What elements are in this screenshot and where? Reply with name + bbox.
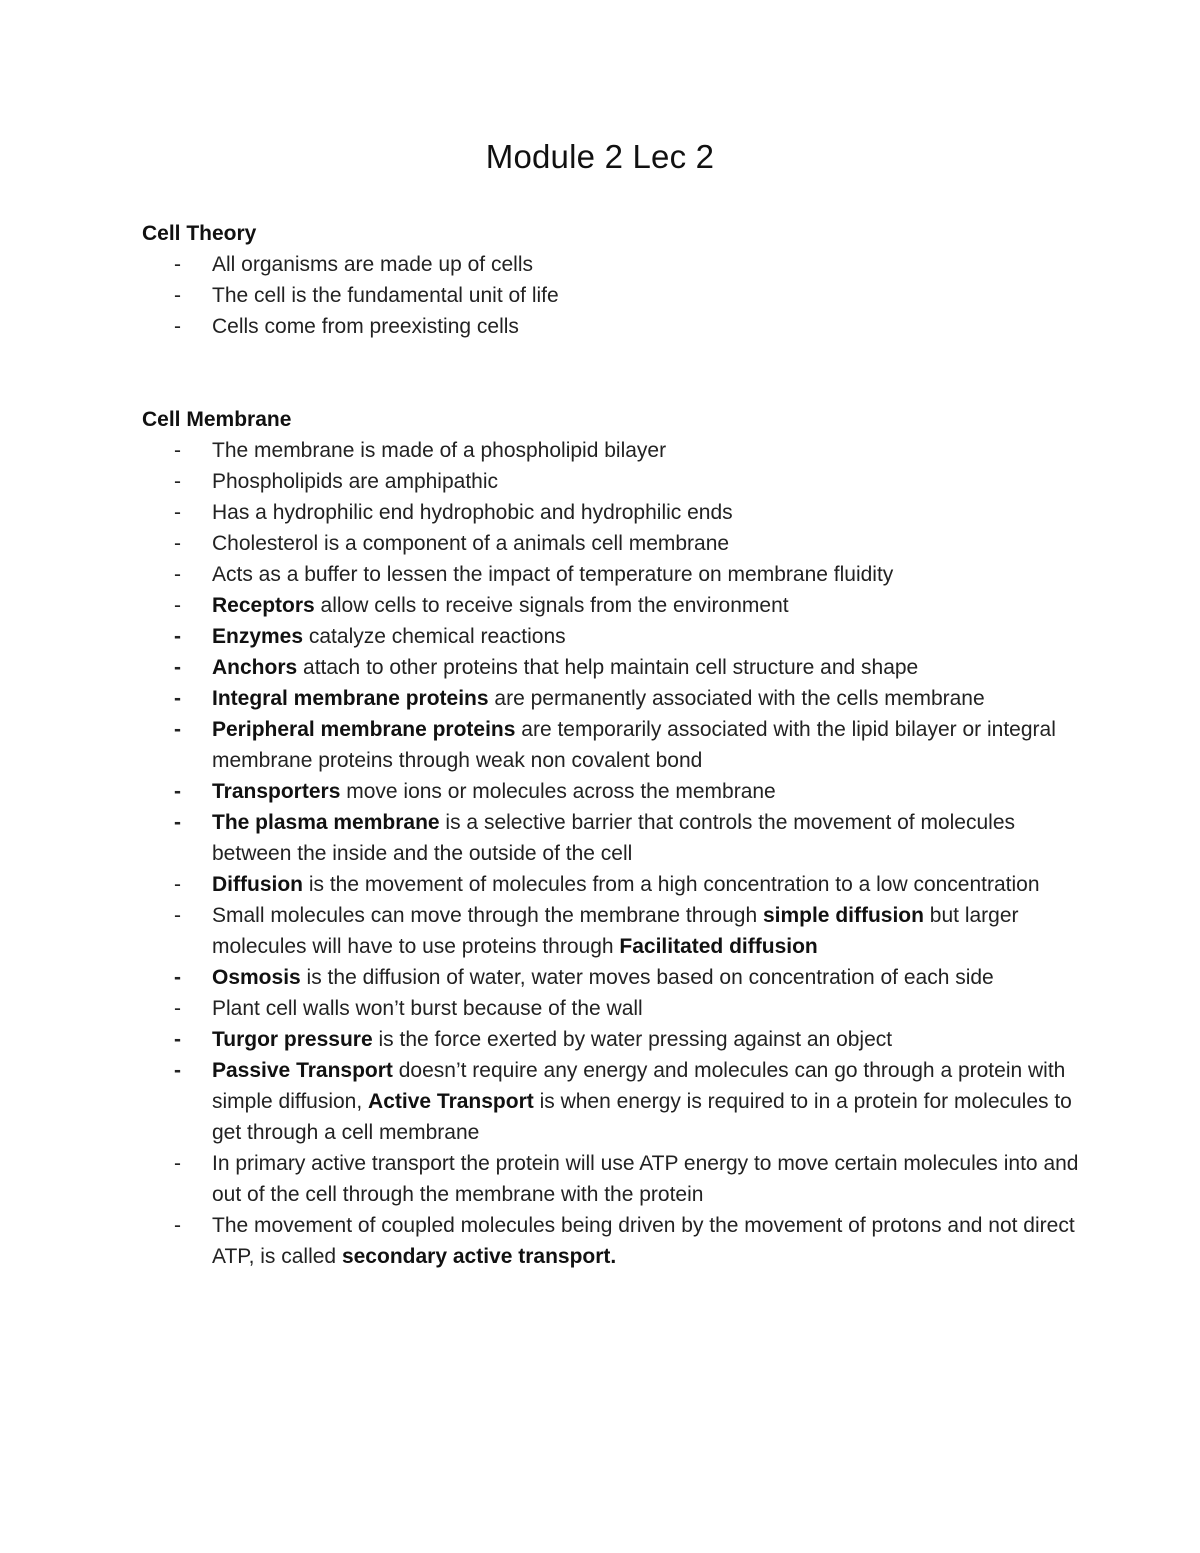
item-text: are temporarily associated with the lipid bilayer or integral membrane proteins through weak non covalent bond xyxy=(212,718,1056,772)
bullet-dash: - xyxy=(174,656,181,679)
item-text: Small molecules can move through the membrane through xyxy=(212,904,763,927)
bold-term: Enzymes xyxy=(212,625,304,648)
list-item xyxy=(142,1210,1082,1272)
item-text: The membrane is made of a phospholipid bilayer xyxy=(212,439,667,462)
item-text: Has a hydrophilic end hydrophobic and hydrophilic ends xyxy=(212,501,733,524)
list-item xyxy=(142,559,1082,590)
bold-term: Peripheral membrane proteins xyxy=(212,718,516,741)
bullet-dash: - xyxy=(174,718,181,741)
item-text: are permanently associated with the cells membrane xyxy=(488,687,985,710)
bullet-dash: - xyxy=(174,1214,181,1237)
bullet-list xyxy=(142,435,1082,1272)
bold-term: Integral membrane proteins xyxy=(212,687,489,710)
list-item xyxy=(142,435,1082,466)
bullet-dash: - xyxy=(174,997,181,1020)
bullet-dash: - xyxy=(174,532,181,555)
item-text: Plant cell walls won’t burst because of the wall xyxy=(212,997,643,1020)
bullet-dash: - xyxy=(174,811,181,834)
item-text: Phospholipids are amphipathic xyxy=(212,470,499,493)
bullet-dash: - xyxy=(174,501,181,524)
item-text: is a selective barrier that controls the movement of molecules between the inside and the outside of the cell xyxy=(212,811,1016,865)
item-text: Cholesterol is a component of a animals cell membrane xyxy=(212,532,730,555)
bullet-dash: - xyxy=(174,315,181,338)
bold-term: Passive Transport xyxy=(212,1059,393,1082)
section-heading: Cell Theory xyxy=(142,222,257,245)
list-item xyxy=(142,280,1082,311)
item-text: move ions or molecules across the membrane xyxy=(340,780,776,803)
item-text: Cells come from preexisting cells xyxy=(212,315,519,338)
bullet-dash: - xyxy=(174,563,181,586)
bullet-dash: - xyxy=(174,904,181,927)
list-item xyxy=(142,1148,1082,1210)
item-text: is the diffusion of water, water moves based on concentration of each side xyxy=(300,966,994,989)
section-cell-membrane xyxy=(142,404,1082,1272)
bold-term: Turgor pressure xyxy=(212,1028,373,1051)
page-title: Module 2 Lec 2 xyxy=(485,138,715,175)
item-text: attach to other proteins that help maintain cell structure and shape xyxy=(297,656,919,679)
list-item xyxy=(142,311,1082,342)
bold-term: Receptors xyxy=(212,594,315,617)
list-item xyxy=(142,714,1082,776)
bullet-dash: - xyxy=(174,284,181,307)
list-item xyxy=(142,652,1082,683)
item-text: is the movement of molecules from a high concentration to a low concentration xyxy=(302,873,1040,896)
list-item xyxy=(142,993,1082,1024)
bold-term: Osmosis xyxy=(212,966,301,989)
bold-term: Anchors xyxy=(212,656,298,679)
bullet-dash: - xyxy=(174,1152,181,1175)
bold-term: The plasma membrane xyxy=(212,811,440,834)
list-item xyxy=(142,528,1082,559)
bold-term: Active Transport xyxy=(368,1090,534,1113)
bold-term: simple diffusion xyxy=(762,904,924,927)
bullet-dash: - xyxy=(174,594,181,617)
bullet-dash: - xyxy=(174,687,181,710)
item-text: doesn’t require any energy and molecules can go through a protein with simple diffusion, xyxy=(212,1059,1066,1113)
section-cell-theory xyxy=(142,218,1082,342)
bold-term: Facilitated diffusion xyxy=(619,935,818,958)
bullet-dash: - xyxy=(174,966,181,989)
list-item xyxy=(142,1024,1082,1055)
item-text: is the force exerted by water pressing against an object xyxy=(372,1028,893,1051)
item-text: catalyze chemical reactions xyxy=(303,625,566,648)
bullet-dash: - xyxy=(174,1059,181,1082)
list-item xyxy=(142,621,1082,652)
item-text: Acts as a buffer to lessen the impact of temperature on membrane fluidity xyxy=(212,563,894,586)
bold-term: Transporters xyxy=(212,780,341,803)
list-item xyxy=(142,249,1082,280)
item-text: All organisms are made up of cells xyxy=(212,253,533,276)
bold-term: Diffusion xyxy=(212,873,303,896)
list-item xyxy=(142,497,1082,528)
list-item xyxy=(142,683,1082,714)
bullet-dash: - xyxy=(174,439,181,462)
section-heading: Cell Membrane xyxy=(142,408,292,431)
list-item xyxy=(142,962,1082,993)
bullet-dash: - xyxy=(174,470,181,493)
list-item xyxy=(142,869,1082,900)
list-item xyxy=(142,1055,1082,1148)
item-text: allow cells to receive signals from the environment xyxy=(314,594,789,617)
bullet-dash: - xyxy=(174,625,181,648)
item-text: is when energy is required to in a protein for molecules to get through a cell membrane xyxy=(212,1090,1072,1144)
item-text: but larger molecules will have to use proteins through xyxy=(212,904,1019,958)
bullet-dash: - xyxy=(174,1028,181,1051)
bullet-dash: - xyxy=(174,873,181,896)
bullet-dash: - xyxy=(174,780,181,803)
list-item xyxy=(142,590,1082,621)
list-item xyxy=(142,776,1082,807)
bold-term: secondary active transport. xyxy=(341,1245,617,1268)
list-item xyxy=(142,466,1082,497)
bullet-list xyxy=(142,249,1082,342)
list-item xyxy=(142,900,1082,962)
item-text: The cell is the fundamental unit of life xyxy=(212,284,559,307)
bullet-dash: - xyxy=(174,253,181,276)
list-item xyxy=(142,807,1082,869)
item-text: In primary active transport the protein will use ATP energy to move certain molecules into and out of the cell through the membrane with the protein xyxy=(212,1152,1079,1206)
item-text: The movement of coupled molecules being driven by the movement of protons and not direct ATP, is called xyxy=(212,1214,1075,1268)
